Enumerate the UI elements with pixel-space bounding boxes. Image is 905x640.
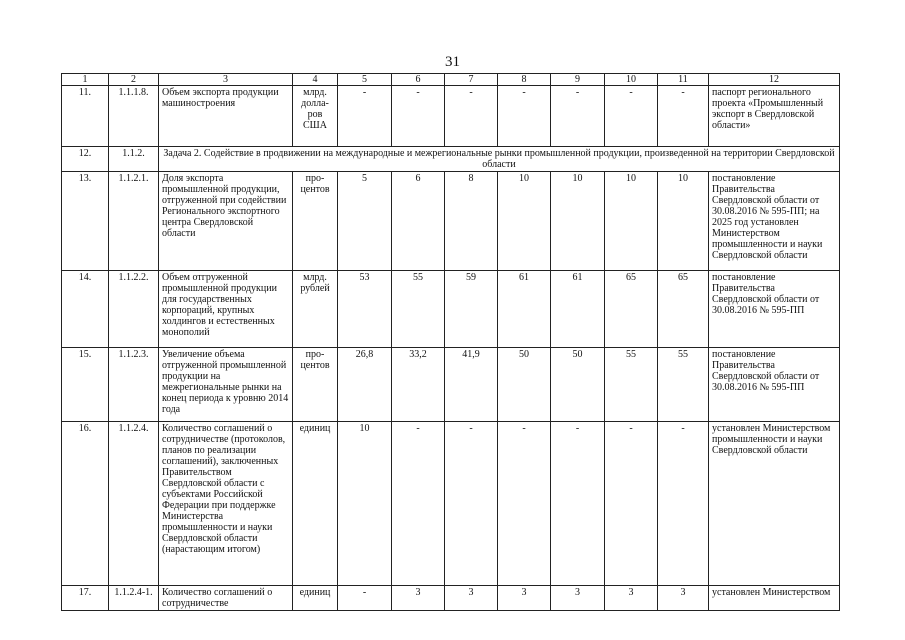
source-cell: постановление Правительства Свердловской области от 30.08.2016 № 595-ПП; на 2025 год установлен Министерством промышленности и науки Свердловской области <box>709 172 840 271</box>
row-code: 1.1.2.1. <box>109 172 159 271</box>
value-cell: - <box>605 422 658 586</box>
value-cell: - <box>338 586 392 611</box>
value-cell: 53 <box>338 271 392 348</box>
header-cell: 3 <box>159 74 293 86</box>
row-code: 1.1.2. <box>109 147 159 172</box>
task-row <box>62 147 840 172</box>
value-cell: 61 <box>551 271 605 348</box>
value-cell: 3 <box>551 586 605 611</box>
value-cell: 3 <box>392 586 445 611</box>
value-cell: - <box>658 86 709 147</box>
table-row <box>62 271 840 348</box>
header-cell: 8 <box>498 74 551 86</box>
value-cell: 10 <box>338 422 392 586</box>
value-cell: 50 <box>551 348 605 422</box>
value-cell: 10 <box>498 172 551 271</box>
source-cell: постановление Правительства Свердловской области от 30.08.2016 № 595-ПП <box>709 348 840 422</box>
row-code: 1.1.2.3. <box>109 348 159 422</box>
indicator-name: Объем экспорта продукции машиностроения <box>159 86 293 147</box>
header-row <box>62 74 840 86</box>
value-cell: - <box>445 86 498 147</box>
value-cell: 61 <box>498 271 551 348</box>
unit: единиц <box>293 586 338 611</box>
table-row <box>62 422 840 586</box>
table-row <box>62 348 840 422</box>
page-number: 31 <box>445 54 460 70</box>
value-cell: - <box>498 86 551 147</box>
value-cell: - <box>392 86 445 147</box>
value-cell: 3 <box>498 586 551 611</box>
row-number: 16. <box>62 422 109 586</box>
unit: млрд. рублей <box>293 271 338 348</box>
indicator-name: Доля экспорта промышленной продукции, отгруженной при содействии Регионального экспортного центра Свердловской области <box>159 172 293 271</box>
header-cell: 12 <box>709 74 840 86</box>
value-cell: 3 <box>445 586 498 611</box>
value-cell: 33,2 <box>392 348 445 422</box>
header-cell: 10 <box>605 74 658 86</box>
value-cell: 26,8 <box>338 348 392 422</box>
indicator-name: Увеличение объема отгруженной промышленной продукции на межрегиональные рынки на конец периода к уровню 2014 года <box>159 348 293 422</box>
row-number: 13. <box>62 172 109 271</box>
header-cell: 2 <box>109 74 159 86</box>
row-code: 1.1.2.2. <box>109 271 159 348</box>
row-number: 17. <box>62 586 109 611</box>
value-cell: 10 <box>658 172 709 271</box>
row-code: 1.1.1.8. <box>109 86 159 147</box>
value-cell: 8 <box>445 172 498 271</box>
header-cell: 7 <box>445 74 498 86</box>
value-cell: 55 <box>605 348 658 422</box>
unit: про-центов <box>293 172 338 271</box>
value-cell: 5 <box>338 172 392 271</box>
indicator-name: Объем отгруженной промышленной продукции для государственных корпораций, крупных холдингов и естественных монополий <box>159 271 293 348</box>
value-cell: 41,9 <box>445 348 498 422</box>
value-cell: 50 <box>498 348 551 422</box>
value-cell: 3 <box>658 586 709 611</box>
value-cell: - <box>338 86 392 147</box>
task-title: Задача 2. Содействие в продвижении на международные и межрегиональные рынки промышленной продукции, произведенной на территории Свердловской области <box>159 147 840 172</box>
value-cell: 6 <box>392 172 445 271</box>
source-cell: постановление Правительства Свердловской области от 30.08.2016 № 595-ПП <box>709 271 840 348</box>
source-cell: установлен Министерством промышленности и науки Свердловской области <box>709 422 840 586</box>
source-cell: паспорт регионального проекта «Промышленный экспорт в Свердловской области» <box>709 86 840 147</box>
value-cell: - <box>605 86 658 147</box>
value-cell: 10 <box>551 172 605 271</box>
unit: единиц <box>293 422 338 586</box>
header-cell: 9 <box>551 74 605 86</box>
row-code: 1.1.2.4-1. <box>109 586 159 611</box>
value-cell: 59 <box>445 271 498 348</box>
row-number: 12. <box>62 147 109 172</box>
value-cell: - <box>658 422 709 586</box>
row-code: 1.1.2.4. <box>109 422 159 586</box>
unit: про-центов <box>293 348 338 422</box>
header-cell: 5 <box>338 74 392 86</box>
value-cell: 55 <box>392 271 445 348</box>
header-cell: 6 <box>392 74 445 86</box>
value-cell: 65 <box>658 271 709 348</box>
source-cell: установлен Министерством <box>709 586 840 611</box>
table-row <box>62 586 840 611</box>
value-cell: - <box>445 422 498 586</box>
table-row <box>62 86 840 147</box>
unit: млрд. долла-ров США <box>293 86 338 147</box>
value-cell: - <box>498 422 551 586</box>
header-cell: 1 <box>62 74 109 86</box>
header-cell: 4 <box>293 74 338 86</box>
value-cell: 10 <box>605 172 658 271</box>
value-cell: 65 <box>605 271 658 348</box>
value-cell: 55 <box>658 348 709 422</box>
row-number: 14. <box>62 271 109 348</box>
row-number: 15. <box>62 348 109 422</box>
indicator-name: Количество соглашений о сотрудничестве (протоколов, планов по реализации соглашений), заключенных Правительством Свердловской области с субъектами Российской Федерации при поддержке Министерства промышленности и науки Свердловской области (нарастающим итогом) <box>159 422 293 586</box>
value-cell: - <box>551 86 605 147</box>
indicator-name: Количество соглашений о сотрудничестве <box>159 586 293 611</box>
header-cell: 11 <box>658 74 709 86</box>
indicators-table <box>61 73 840 611</box>
row-number: 11. <box>62 86 109 147</box>
value-cell: - <box>392 422 445 586</box>
value-cell: 3 <box>605 586 658 611</box>
table-row <box>62 172 840 271</box>
value-cell: - <box>551 422 605 586</box>
